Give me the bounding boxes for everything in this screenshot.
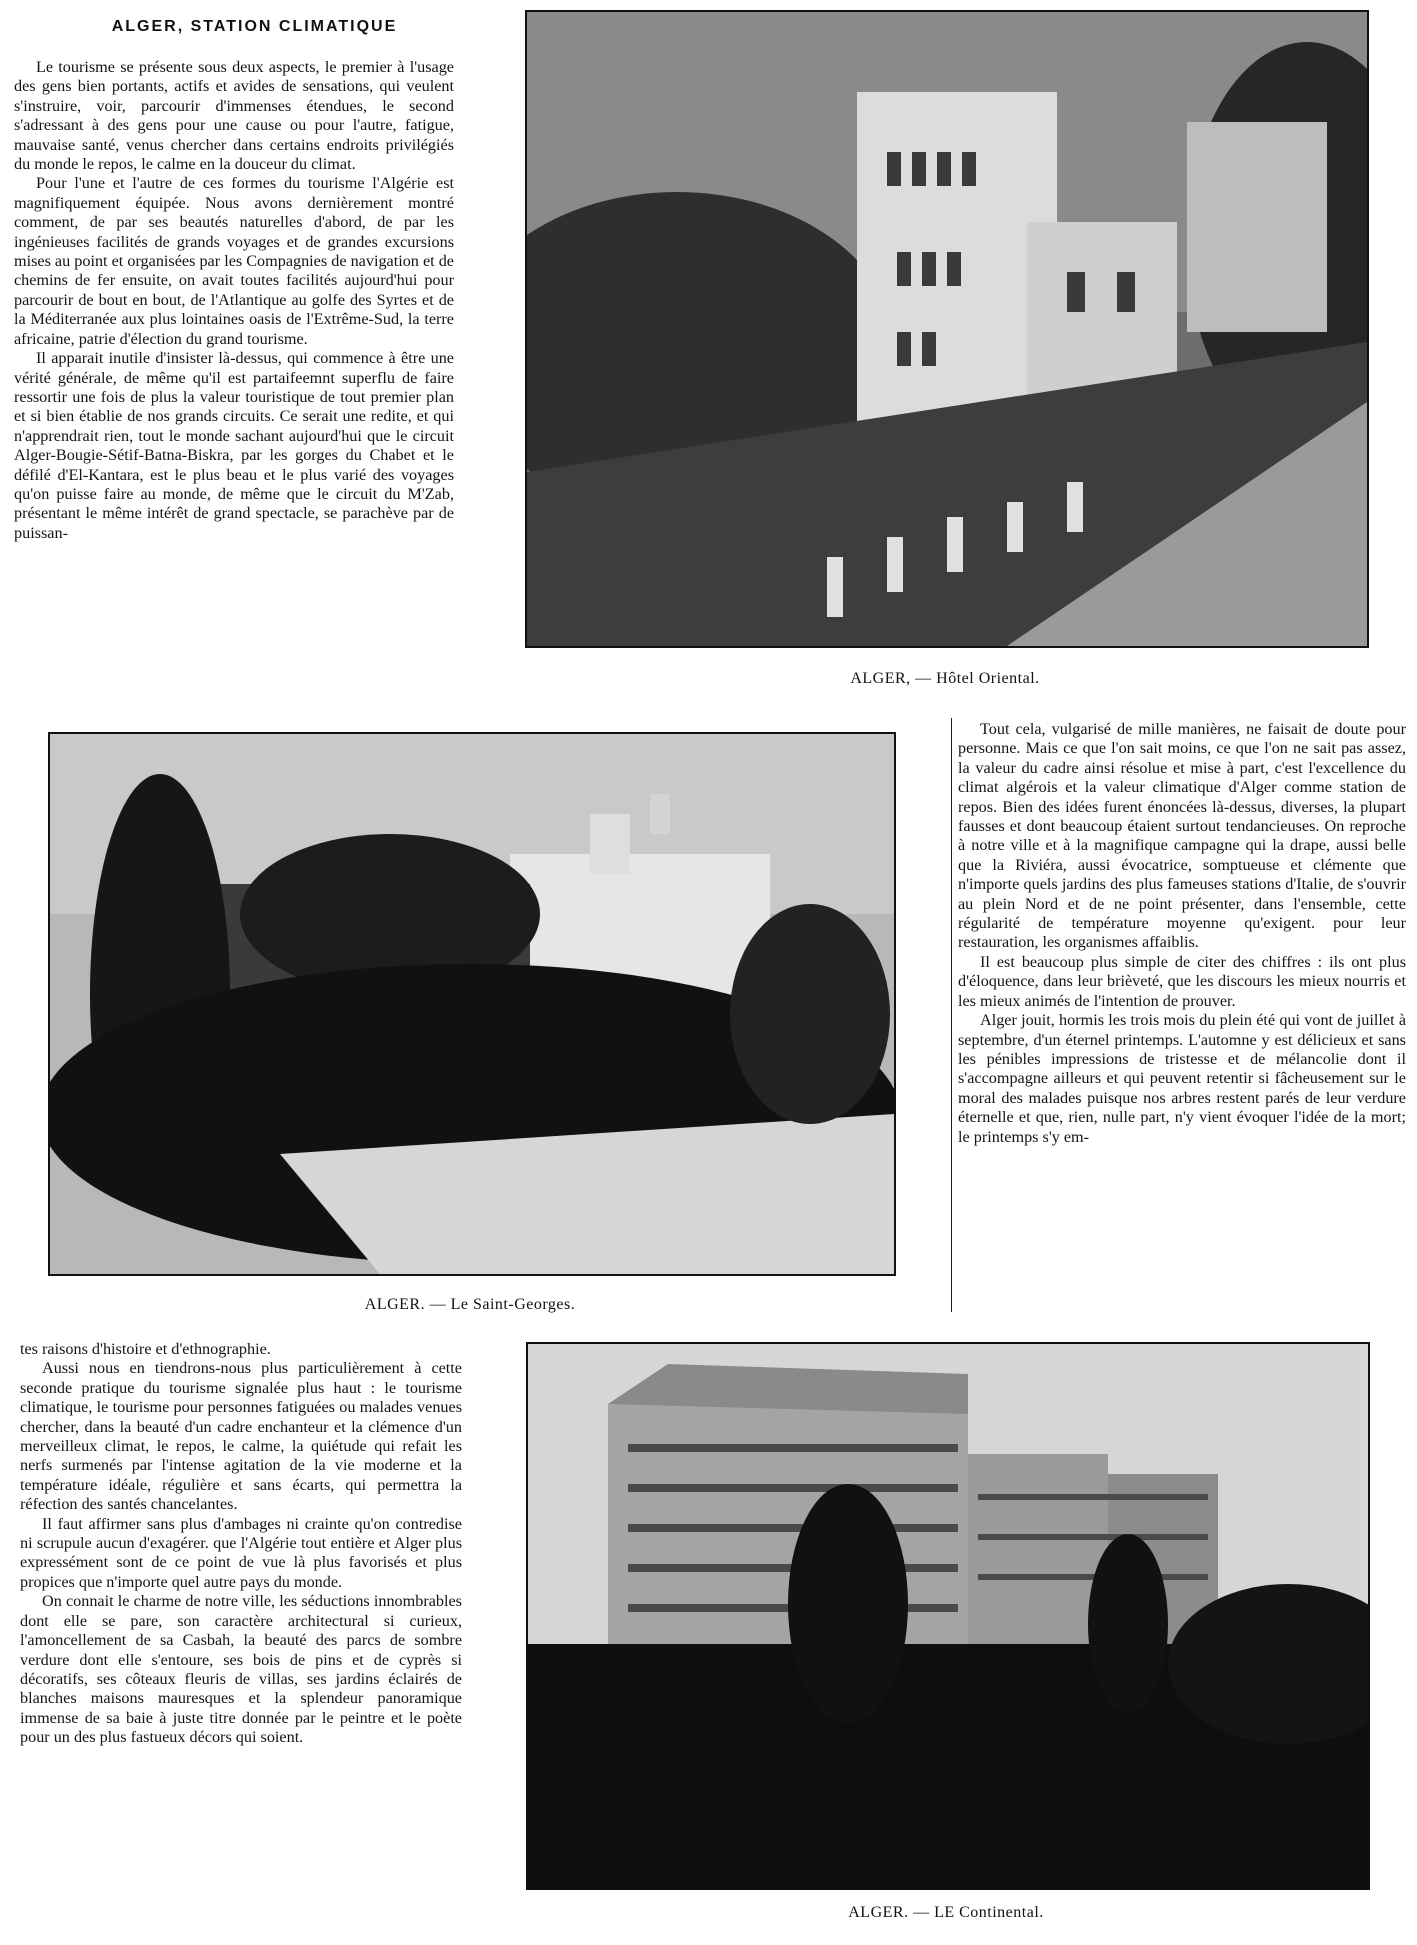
photo-saint-georges-image <box>50 734 894 1274</box>
paragraph: Le tourisme se présente sous deux aspects, le premier à l'usage des gens bien portants, actifs et avides de sensations, qui veulent s'instruire, voir, parcourir d'immenses étendues, le second s'adressant à des gens pour une cause ou pour l'autre, fatigue, mauvaise santé, venus chercher dans certains endroits privilégiés du monde le repos, le calme en la douceur du climat. <box>14 58 454 174</box>
column-divider <box>951 718 952 1312</box>
article-heading: ALGER, STATION CLIMATIQUE <box>111 18 398 35</box>
paragraph: Il faut affirmer sans plus d'ambages ni crainte qu'on contredise ni scrupule aucun d'exagérer. que l'Algérie tout entière et Alger plus expressément sont de ce point de vue là plus favorisés et plus propices que n'importe quel autre pays du monde. <box>20 1514 462 1591</box>
column-bottom-left <box>20 1340 462 1940</box>
paragraph: Il est beaucoup plus simple de citer des chiffres : ils ont plus d'éloquence, dans leur brièveté, que les discours les mieux nourris et les mieux animés de l'intention de prouver. <box>958 952 1406 1010</box>
paragraph: Alger jouit, hormis les trois mois du plein été qui vont de juillet à septembre, d'un éternel printemps. L'automne y est délicieux et sans les pénibles impressions de tristesse et de mélancolie dont il s'accompagne ailleurs et qui peuvent retentir si fâcheusement sur le moral des malades puisque nos arbres restent parés de leur verdure éternelle et que, rien, nulle part, n'y vient évoquer l'idée de la mort; le printemps s'y em- <box>958 1011 1406 1146</box>
column-top-left <box>14 58 454 710</box>
caption-hotel-oriental: ALGER, — Hôtel Oriental. <box>850 670 1040 687</box>
photo-saint-georges <box>48 732 896 1276</box>
paragraph: Pour l'une et l'autre de ces formes du tourisme l'Algérie est magnifiquement équipée. Nous avons dernièrement montré comment, de par ses beautés naturelles d'abord, de par les ingénieuses facilités de grands voyages et de grandes excursions mises au point et organisées par les Compagnies de navigation et de chemins de fer ensuite, on avait toutes facilités aujourd'hui pour parcourir de bout en bout, de l'Atlantique au golfe des Syrtes et de la Méditerranée aux plus lointaines oasis de l'Extrême-Sud, la terre africaine, patrie d'élection du grand tourisme. <box>14 174 454 348</box>
paragraph: On connait le charme de notre ville, les séductions innombrables dont elle se pare, son caractère architectural si curieux, l'amoncellement de sa Casbah, la beauté des parcs de sombre verdure dont elle s'entoure, ses bois de pins et de cyprès si décoratifs, ses côteaux fleuris de villas, ses jardins éclairés de blanches maisons mauresques et la splendeur panoramique immense de sa baie à juste titre donnée par le peintre et le poète pour un des plus fastueux décors qui soient. <box>20 1592 462 1747</box>
caption-saint-georges: ALGER. — Le Saint-Georges. <box>364 1296 576 1313</box>
paragraph: Il apparait inutile d'insister là-dessus, qui commence à être une vérité générale, de même qu'il est partaifeemnt superflu de faire ressortir une fois de plus la valeur touristique de tout premier plan et si bien établie de nos grands circuits. Ce serait une redite, et qui n'apprendrait rien, tout le monde sachant aujourd'hui que le circuit Alger-Bougie-Sétif-Batna-Biskra, par les gorges du Chabet et le défilé d'El-Kantara, est le plus beau et le plus varié des voyages qu'on puisse faire au monde, de même que le circuit du M'Zab, présentant le même intérêt de grand spectacle, se parachève par de puissan- <box>14 349 454 542</box>
caption-continental: ALGER. — LE Continental. <box>848 1904 1044 1921</box>
paragraph: Tout cela, vulgarisé de mille manières, ne faisait de doute pour personne. Mais ce que l'on sait moins, ce que l'on ne sait pas assez, la valeur du cadre ainsi résolue et mise à part, c'est l'excellence du climat algérois et la valeur climatique d'Alger comme station de repos. Bien des idées furent énoncées là-dessus, diverses, la plupart fausses et dont beaucoup étaient surtout tendancieuses. On reproche à notre ville et à la magnifique campagne qui la drape, aussi belle que la Riviéra, aussi évocatrice, somptueuse et clémente que n'importe quels jardins des plus fameuses stations d'Italie, de s'ouvrir au plein Nord et de ne point présenter, dans l'ensemble, cette régularité de température moyenne qu'exigent. pour leur restauration, les organismes affaiblis. <box>958 720 1406 952</box>
paragraph: Aussi nous en tiendrons-nous plus particulièrement à cette seconde pratique du tourisme signalée plus haut : le tourisme climatique, le tourisme pour personnes fatiguées ou malades venues chercher, dans la beauté d'un cadre enchanteur et la clémence d'un merveilleux climat, le repos, le calme, la quiétude qui refait les nerfs surmenés par l'intense agitation de la vie moderne et la température idéale, régulière et sans écarts, qui permettra la réfection des santés chancelantes. <box>20 1359 462 1514</box>
photo-continental <box>526 1342 1370 1890</box>
photo-hotel-oriental-image <box>527 12 1367 646</box>
column-middle-right <box>958 720 1406 1318</box>
paragraph: tes raisons d'histoire et d'ethnographie. <box>20 1340 271 1358</box>
photo-continental-image <box>528 1344 1368 1888</box>
photo-hotel-oriental <box>525 10 1369 648</box>
